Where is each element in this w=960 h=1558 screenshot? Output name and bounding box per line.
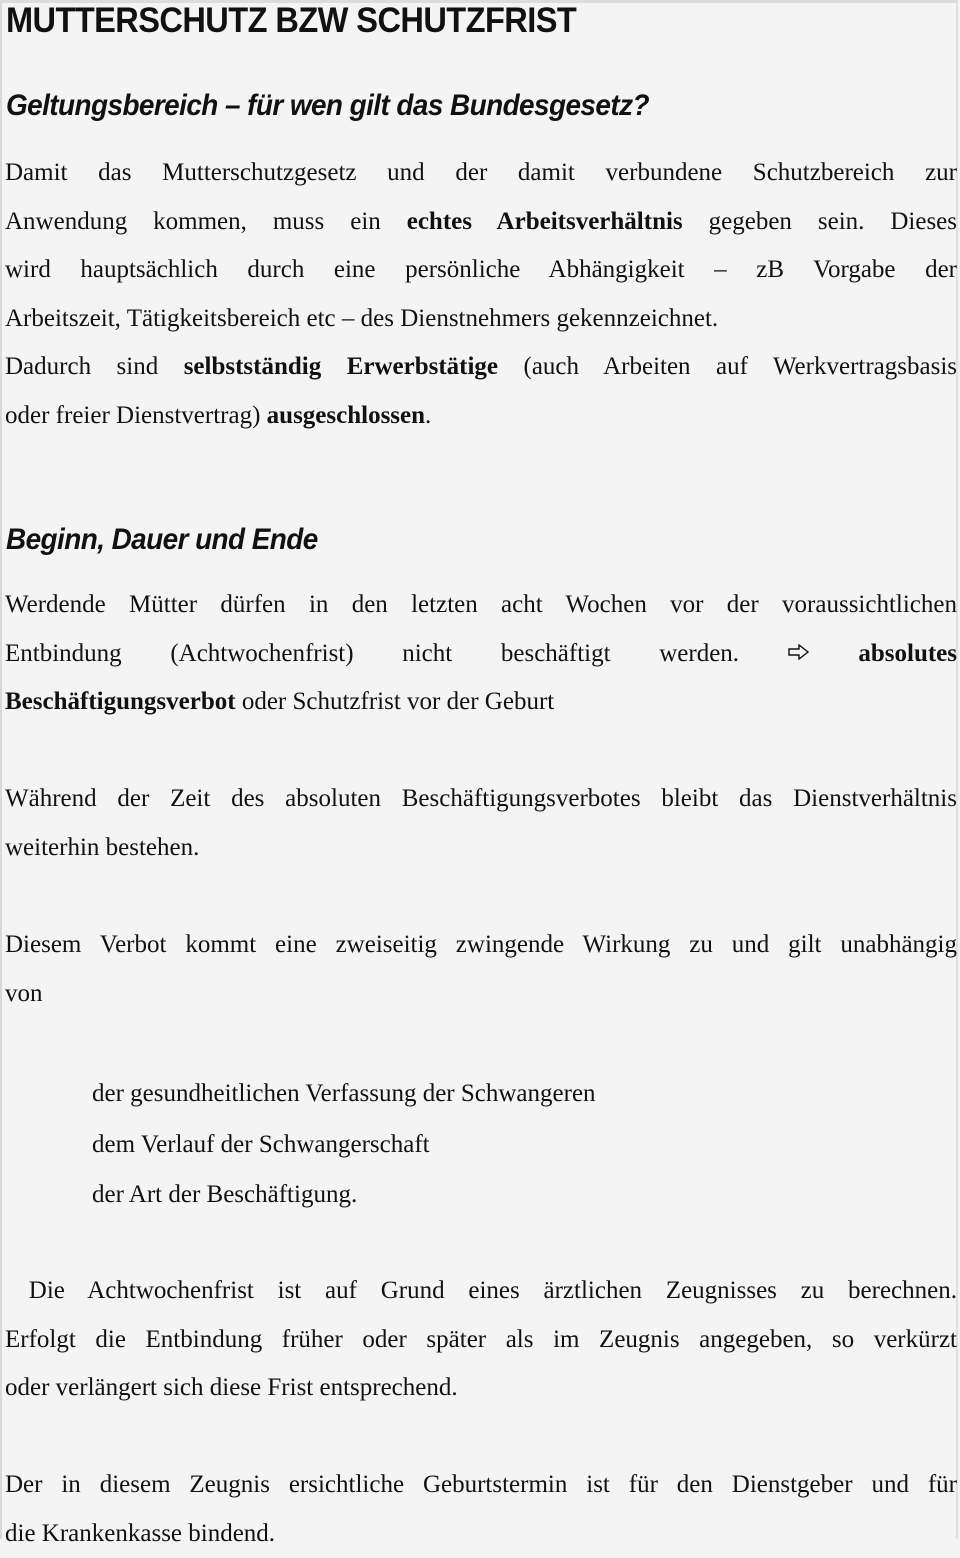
paragraph-dienstverhaeltnis bbox=[5, 775, 957, 872]
text-run: Werdende Mütter dürfen in den letzten acht Wochen vor der voraussichtlichen bbox=[5, 591, 957, 618]
list-item: der gesundheitlichen Verfassung der Schwangeren bbox=[92, 1080, 596, 1107]
text-line bbox=[5, 581, 957, 630]
text-line bbox=[5, 246, 957, 295]
text-line bbox=[5, 775, 957, 824]
bold-term-echtes-arbeitsverhaeltnis: echtes Arbeitsverhältnis bbox=[406, 207, 683, 235]
bold-term-selbststaendig-erwerbstaetige: selbstständig Erwerbstätige bbox=[183, 353, 499, 380]
text-line bbox=[5, 970, 957, 1019]
list-item: der Art der Beschäftigung. bbox=[92, 1181, 358, 1208]
text-line bbox=[5, 678, 957, 727]
text-line bbox=[5, 921, 957, 970]
paragraph-selbststaendig bbox=[5, 343, 957, 440]
text-run: Diesem Verbot kommt eine zweiseitig zwingende Wirkung zu und gilt unabhängig bbox=[5, 931, 957, 958]
text-run: Entbindung (Achtwochenfrist) nicht beschäftigt werden. bbox=[5, 639, 740, 667]
text-run: Der in diesem Zeugnis ersichtliche Geburtstermin ist für den Dienstgeber und für bbox=[5, 1471, 957, 1498]
bold-term-beschaeftigungsverbot: Beschäftigungsverbot bbox=[5, 688, 236, 716]
conditions-list bbox=[92, 1069, 596, 1221]
text-run: die Krankenkasse bindend. bbox=[5, 1519, 276, 1547]
section-heading-beginn-dauer-ende: Beginn, Dauer und Ende bbox=[6, 523, 318, 556]
text-line bbox=[5, 630, 957, 679]
text-run: oder Schutzfrist vor der Geburt bbox=[235, 688, 555, 716]
text-run: Damit das Mutterschutzgesetz und der damit verbundene Schutzbereich zur bbox=[5, 159, 957, 186]
right-arrow-outline-icon bbox=[788, 644, 810, 660]
text-run: Arbeitszeit, Tätigkeitsbereich etc – des Dienstnehmers gekennzeichnet. bbox=[5, 305, 719, 333]
text-run: gegeben sein. Dieses bbox=[682, 207, 958, 235]
paragraph-geburtstermin bbox=[5, 1461, 957, 1558]
section-heading-geltungsbereich: Geltungsbereich – für wen gilt das Bundesgesetz? bbox=[6, 89, 649, 122]
text-run: weiterhin bestehen. bbox=[5, 833, 200, 861]
paragraph-aerztliches-zeugnis bbox=[5, 1267, 957, 1413]
text-run: oder verlängert sich diese Frist entsprechend. bbox=[5, 1374, 458, 1402]
text-line bbox=[5, 149, 957, 198]
text-line bbox=[5, 1461, 957, 1510]
text-line bbox=[5, 392, 957, 441]
text-line bbox=[5, 343, 957, 392]
text-run: Während der Zeit des absoluten Beschäftigungsverbotes bleibt das Dienstverhältnis bbox=[5, 785, 957, 812]
bold-term-ausgeschlossen: ausgeschlossen bbox=[266, 401, 426, 429]
document-title: MUTTERSCHUTZ BZW SCHUTZFRIST bbox=[6, 1, 577, 40]
text-line bbox=[5, 1267, 957, 1316]
bold-term-absolutes: absolutes bbox=[858, 639, 957, 667]
text-run: Erfolgt die Entbindung früher oder später als im Zeugnis angegeben, so verkürzt bbox=[5, 1325, 957, 1353]
paragraph-arbeitsverhaeltnis bbox=[5, 149, 957, 344]
text-line bbox=[5, 295, 957, 344]
text-run: . bbox=[425, 401, 432, 429]
text-line bbox=[5, 1316, 957, 1365]
paragraph-achtwochenfrist bbox=[5, 581, 957, 727]
text-line bbox=[5, 1510, 957, 1558]
text-run: Die Achtwochenfrist ist auf Grund eines ärztlichen Zeugnisses zu berechnen. bbox=[5, 1277, 957, 1304]
text-run: Anwendung kommen, muss ein bbox=[5, 207, 407, 235]
text-run: (auch Arbeiten auf Werkvertragsbasis bbox=[498, 353, 957, 380]
text-line bbox=[5, 198, 957, 247]
text-line bbox=[5, 824, 957, 873]
paragraph-zwingende-wirkung bbox=[5, 921, 957, 1018]
list-item: dem Verlauf der Schwangerschaft bbox=[92, 1130, 430, 1158]
text-run: von bbox=[5, 979, 43, 1007]
text-run: wird hauptsächlich durch eine persönliche Abhängigkeit – zB Vorgabe der bbox=[5, 256, 957, 284]
text-run: oder freier Dienstvertrag) bbox=[5, 401, 267, 429]
text-line bbox=[5, 1364, 957, 1413]
text-run: Dadurch sind bbox=[5, 353, 184, 380]
